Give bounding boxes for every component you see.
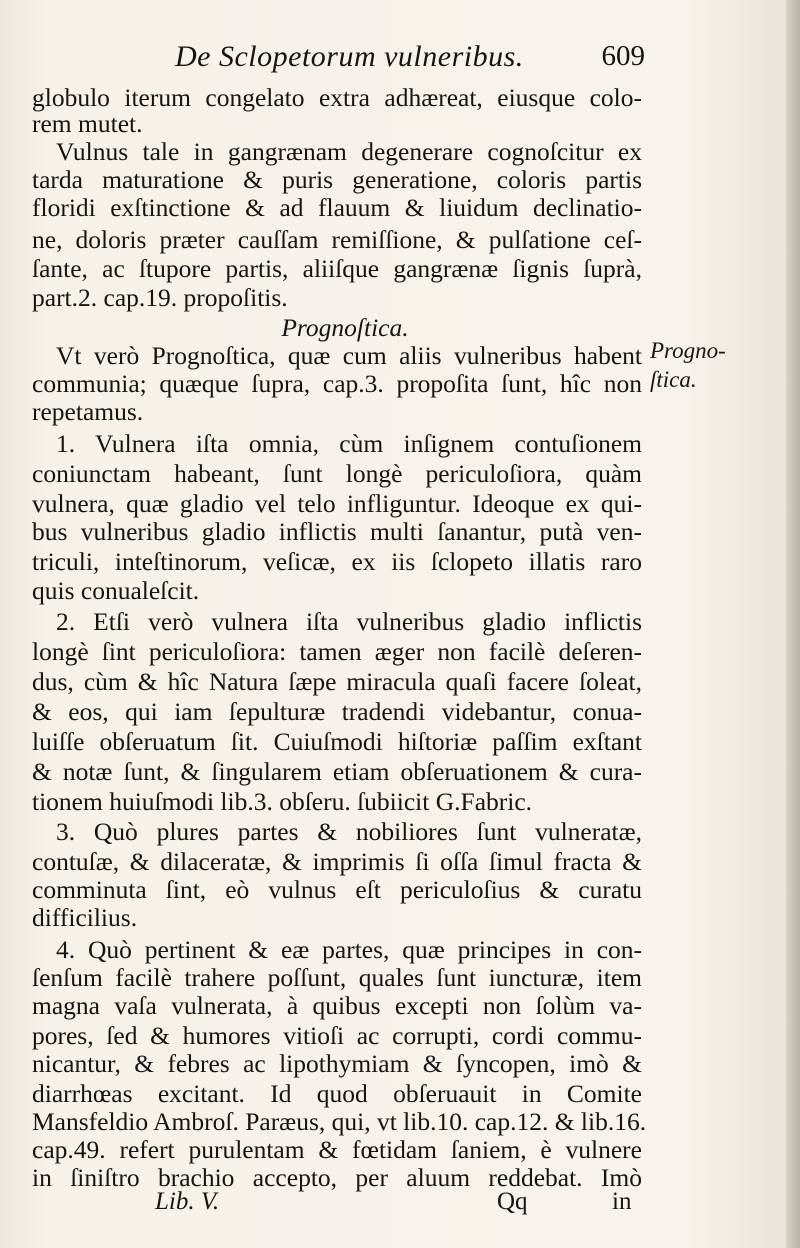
body-line: repetamus.: [32, 397, 144, 426]
body-line: floridi exſtinctione & ad flauum & liuidum declinatio-: [32, 193, 642, 222]
catchword: in: [612, 1188, 632, 1215]
body-line: luiſſe obſeruatum ſit. Cuiuſmodi hiſtoriæ paſſim exſtant: [32, 727, 642, 756]
running-head: [175, 40, 645, 80]
margin-note: [650, 336, 790, 394]
body-line: globulo iterum congelato extra adhæreat, eiusque colo-: [32, 83, 642, 112]
body-line: cap.49. refert purulentam & fœtidam ſaniem, è vulnere: [32, 1135, 642, 1164]
body-line: 1. Vulnera iſta omnia, cùm inſignem contuſionem: [56, 429, 642, 458]
section-heading: Prognoſtica.: [281, 313, 409, 342]
body-line: Mansfeldio Ambroſ. Paræus, qui, vt lib.10. cap.12. & lib.16.: [32, 1107, 647, 1136]
body-line: ne, doloris præter cauſſam remiſſione, & pulſatione ceſ-: [32, 225, 642, 254]
body-line: dus, cùm & hîc Natura ſæpe miracula quaſi facere ſoleat,: [32, 667, 642, 696]
body-line: part.2. cap.19. propoſitis.: [32, 283, 288, 312]
page-edge-shadow: [786, 0, 800, 1248]
body-line: comminuta ſint, eò vulnus eſt periculoſius & curatu: [32, 875, 642, 904]
body-line: tionem huiuſmodi lib.3. obſeru. ſubiicit G.Fabric.: [32, 787, 533, 816]
book-signature: Lib. V.: [155, 1188, 220, 1215]
body-line: triculi, inteſtinorum, veſicæ, ex iis ſclopeto illatis raro: [32, 547, 642, 576]
body-line: communia; quæque ſupra, cap.3. propoſita ſunt, hîc non: [32, 369, 642, 398]
body-line: pores, ſed & humores vitioſi ac corrupti, cordi commu-: [32, 1021, 642, 1050]
body-line: ſante, ac ſtupore partis, aliiſque gangrænæ ſignis ſuprà,: [32, 254, 642, 283]
margin-note-line: ſtica.: [650, 367, 697, 392]
body-line: vulnera, quæ gladio vel telo infliguntur. Ideoque ex qui-: [32, 489, 642, 518]
body-line: tarda maturatione & puris generatione, coloris partis: [32, 165, 642, 194]
body-line: 3. Quò plures partes & nobiliores ſunt vulneratæ,: [56, 817, 642, 846]
body-line: nicantur, & febres ac lipothymiam & ſyncopen, imò &: [32, 1049, 642, 1078]
body-line: bus vulneribus gladio inflictis multi ſanantur, putà ven-: [32, 517, 642, 546]
body-line: & notæ ſunt, & ſingularem etiam obſeruationem & cura-: [32, 757, 642, 786]
running-head-title: De Sclopetorum vulneribus.: [175, 40, 524, 73]
body-line: 2. Etſi verò vulnera iſta vulneribus gladio inflictis: [56, 607, 642, 636]
body-line: 4. Quò pertinent & eæ partes, quæ principes in con-: [56, 935, 642, 964]
body-line: magna vaſa vulnerata, à quibus excepti non ſolùm va-: [32, 991, 642, 1020]
body-line: Vulnus tale in gangrænam degenerare cognoſcitur ex: [56, 137, 642, 166]
body-line: diarrhœas excitant. Id quod obſeruauit in Comite: [32, 1079, 642, 1108]
margin-note-line: Progno-: [650, 338, 726, 363]
body-line: coniunctam habeant, ſunt longè periculoſiora, quàm: [32, 459, 642, 488]
body-line: quis conualeſcit.: [32, 576, 200, 605]
body-line: Vt verò Prognoſtica, quæ cum aliis vulneribus habent: [56, 341, 642, 370]
body-line: & eos, qui iam ſepulturæ tradendi videbantur, conua-: [32, 697, 642, 726]
body-line: ſenſum facilè trahere poſſunt, quales ſunt iuncturæ, item: [32, 963, 642, 992]
page-number: 609: [601, 40, 645, 72]
body-line: difficilius.: [32, 903, 138, 932]
body-line: in ſiniſtro brachio accepto, per aluum reddebat. Imò: [32, 1163, 642, 1192]
body-line: rem mutet.: [32, 109, 143, 138]
body-line: longè ſint periculoſiora: tamen æger non facilè deſeren-: [32, 637, 642, 666]
quire-signature: Qq: [497, 1188, 528, 1215]
body-line: contuſæ, & dilaceratæ, & imprimis ſi oſſa ſimul fracta &: [32, 847, 642, 876]
